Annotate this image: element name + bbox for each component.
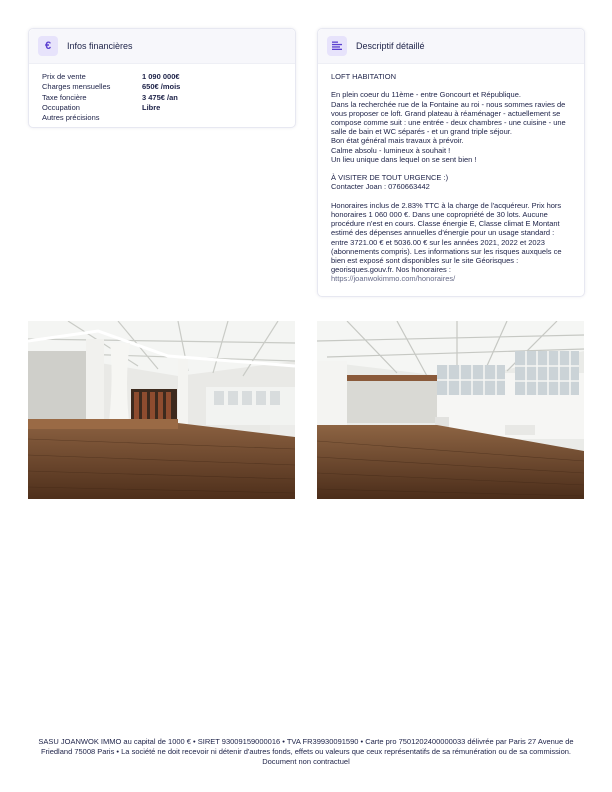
financial-info-title: Infos financières — [67, 41, 133, 51]
text-align-icon — [327, 36, 347, 56]
financial-info-card — [28, 28, 296, 128]
description-fees: Honoraires inclus de 2.83% TTC à la charge de l'acquéreur. Prix hors honoraires 1 060 000 €. Dans une copropriété de 30 lots. Aucune procédure n'est en cours. Classe énergie E, Classe climat E Montant estimé des dépenses annuelles d'énergie pour un usage standard : entre 3721.00 € et 5036.00 € sur les années 2021, 2022 et 2023 (abonnements compris). Les informations sur les risques auxquels ce bien est exposé sont disponibles sur le site Géorisques : georisques.gouv.fr. Nos honoraires : — [331, 200, 562, 275]
description-heading: LOFT HABITATION — [331, 72, 397, 81]
description-title: Descriptif détaillé — [356, 41, 425, 51]
description-urgent: À VISITER DE TOUT URGENCE :) — [331, 173, 449, 183]
financial-label: Taxe foncière — [42, 92, 87, 102]
description-intro: En plein coeur du 11ème - entre Goncourt et République. — [331, 90, 521, 100]
legal-footer: SASU JOANWOK IMMO au capital de 1000 € • SIRET 93009159000016 • TVA FR39930091590 • Carte pro 7501202400000033 délivrée par Paris 27 Avenue de Friedland 75008 Paris • La société ne doit recevoir ni détenir d'autres fonds, effets ou valeurs que ceux représentatifs de sa rémunération ou de sa commission. Document non contractuel — [38, 737, 574, 766]
description-line: Calme absolu - lumineux à souhait ! — [331, 145, 451, 155]
description-contact: Contacter Joan : 0760663442 — [331, 182, 430, 192]
financial-label: Charges mensuelles — [42, 82, 111, 92]
description-line: Bon état général mais travaux à prévoir. — [331, 136, 464, 146]
financial-value: Libre — [142, 102, 161, 112]
financial-row-occupation — [42, 103, 295, 113]
financial-row-price — [42, 72, 295, 82]
description-card — [317, 28, 585, 297]
financial-row-other — [42, 113, 295, 123]
financial-label: Autres précisions — [42, 113, 100, 123]
description-line: Un lieu unique dans lequel on se sent bien ! — [331, 154, 477, 164]
financial-info-list — [29, 64, 295, 123]
description-paragraph: Dans la recherchée rue de la Fontaine au roi - nous sommes ravies de vous proposer ce loft. Grand plateau à réaménager - actuellement se compose comme suit : une entrée - deux chambres - une cuisine - une salle de bain et WC séparés - et un grand triple séjour. — [331, 99, 566, 137]
financial-value: 650€ /mois — [142, 82, 181, 92]
financial-label: Prix de vente — [42, 72, 86, 81]
description-header — [318, 29, 584, 64]
loft-photo-1 — [28, 321, 295, 499]
financial-row-charges — [42, 82, 295, 92]
financial-value: 3 475€ /an — [142, 92, 178, 102]
euro-icon: € — [38, 36, 58, 56]
financial-row-tax — [42, 93, 295, 103]
description-text — [318, 64, 584, 284]
financial-value: 1 090 000€ — [142, 72, 180, 81]
fees-link[interactable]: https://joanwokimmo.com/honoraires/ — [331, 274, 456, 284]
loft-photo-2 — [317, 321, 584, 499]
financial-info-header — [29, 29, 295, 64]
financial-label: Occupation — [42, 102, 80, 112]
